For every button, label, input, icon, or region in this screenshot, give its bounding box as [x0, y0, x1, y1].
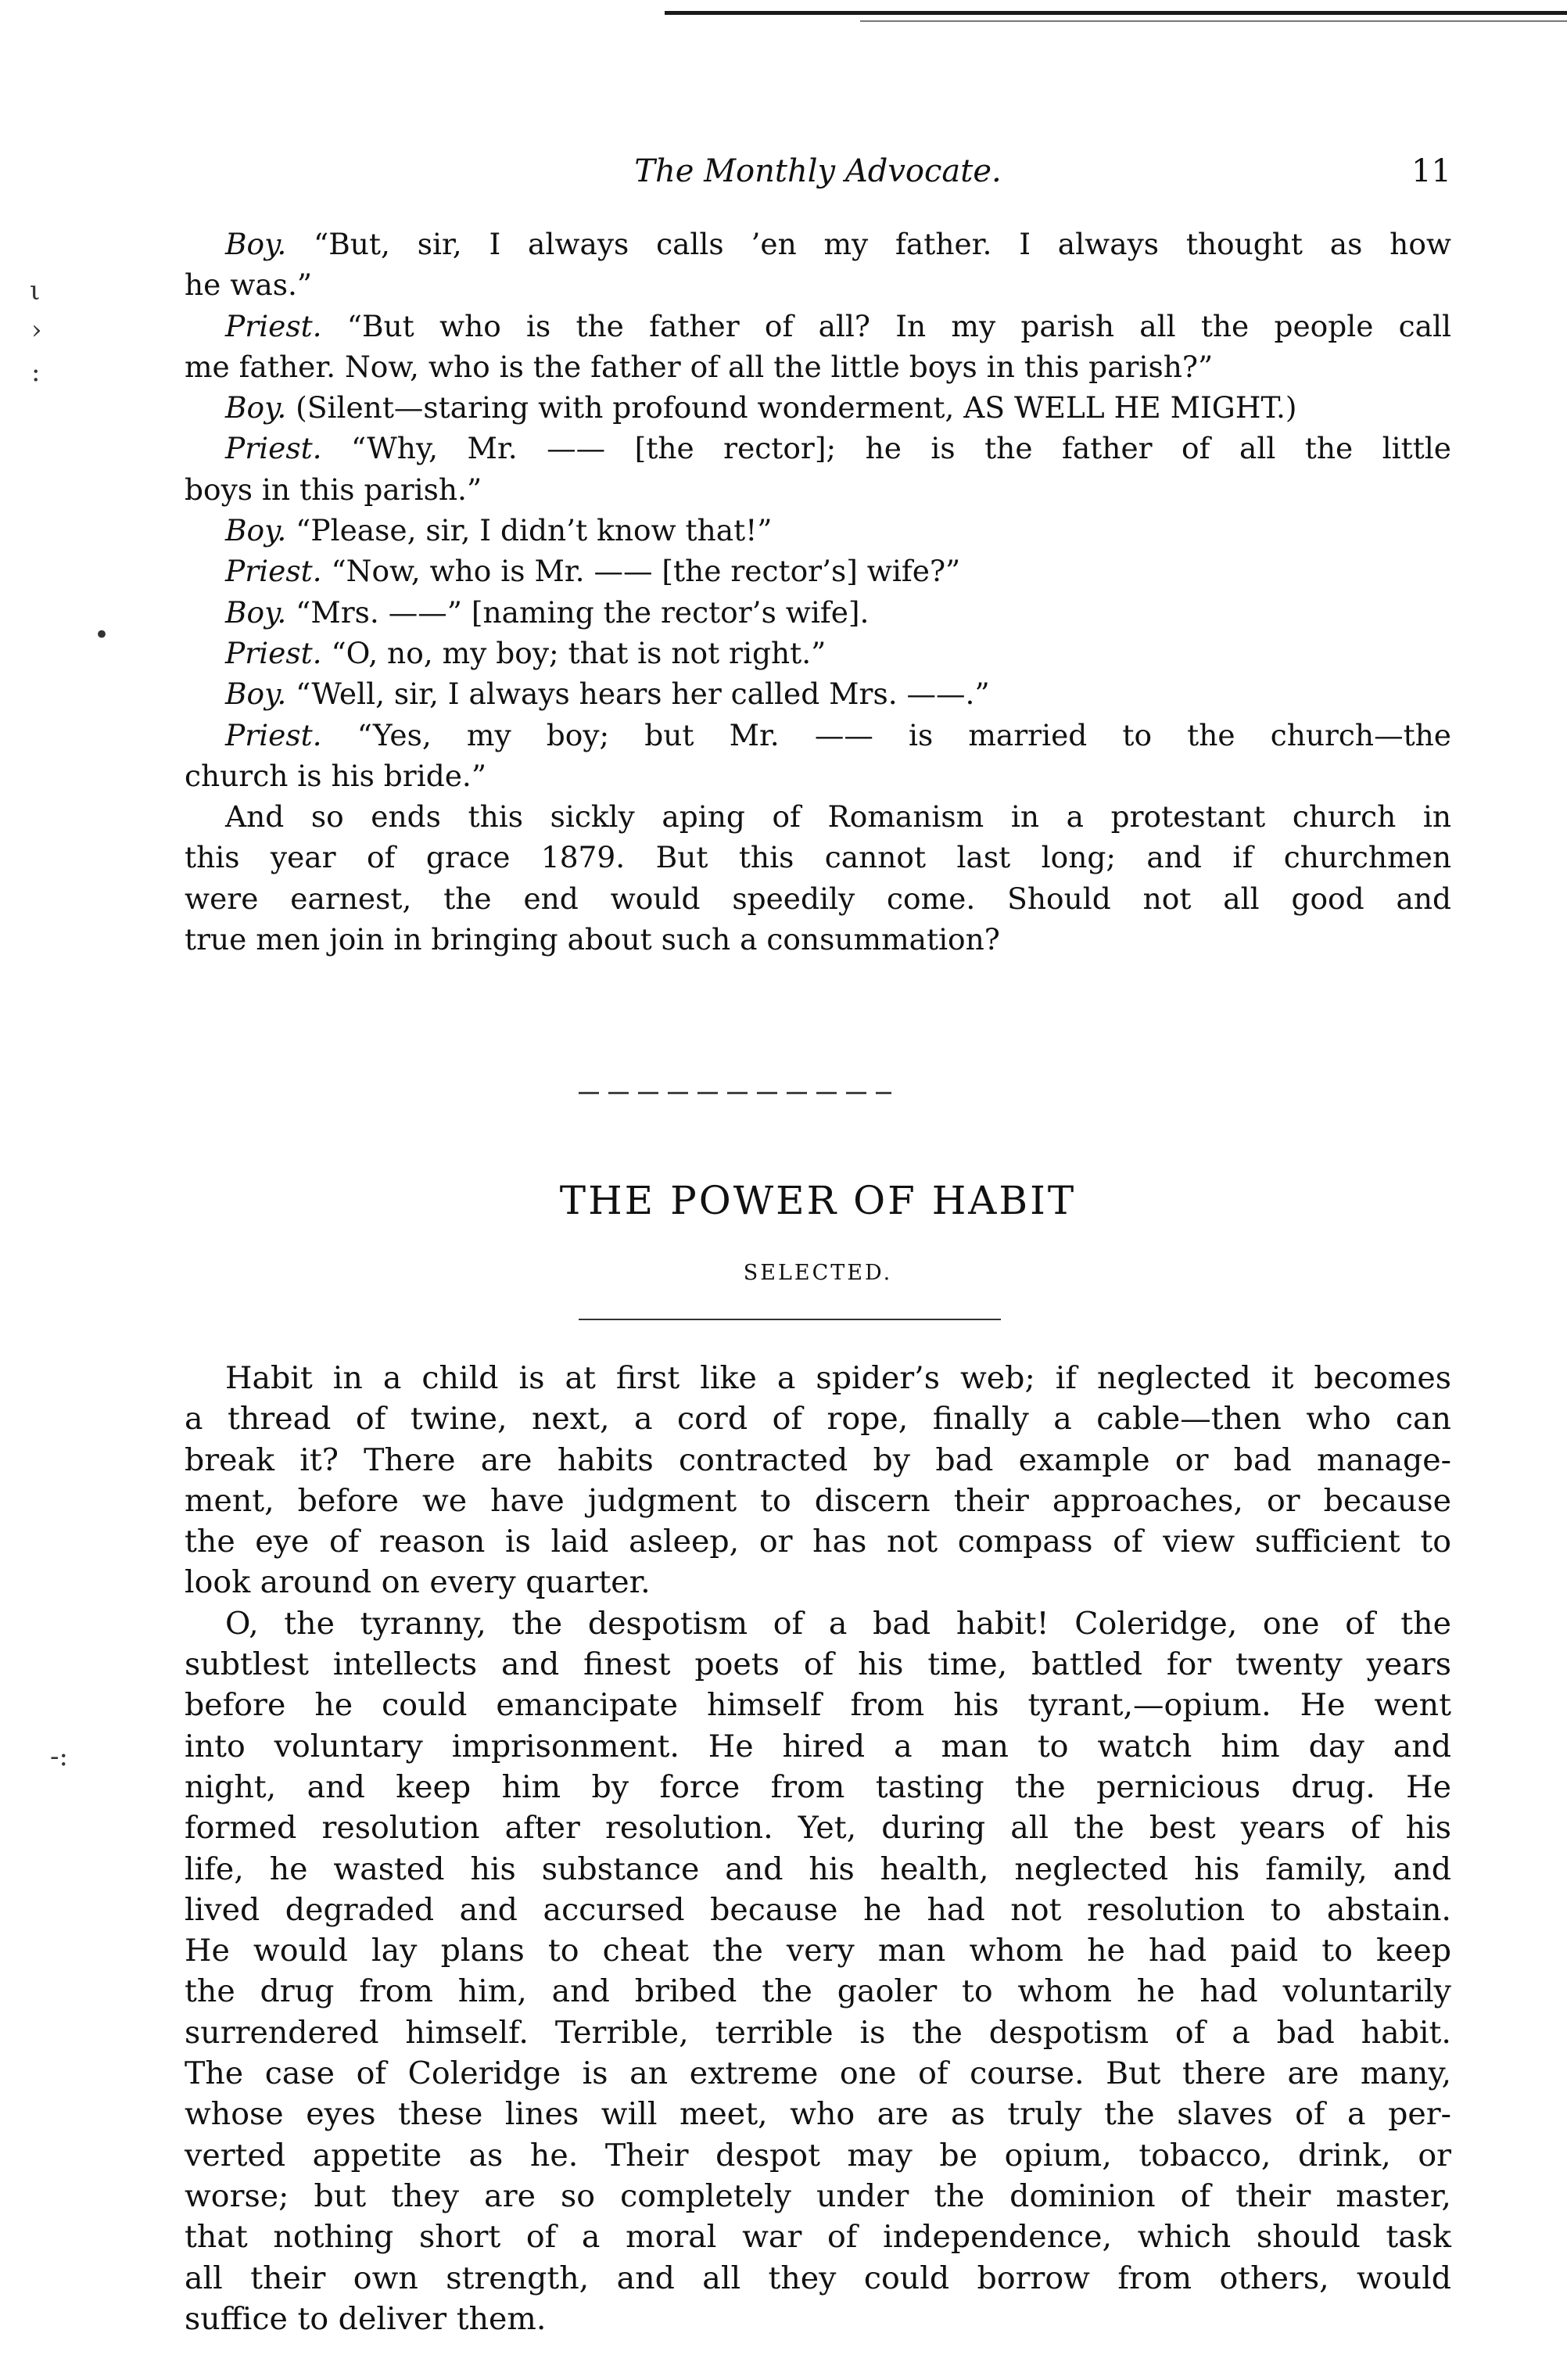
article-subtitle: SELECTED. — [743, 1261, 893, 1285]
margin-mark: • — [94, 619, 110, 651]
dialogue-text: “Yes, my boy; but Mr. —— is married to the church—the — [321, 717, 1451, 752]
body-line — [185, 2217, 1451, 2257]
dialogue-line — [185, 633, 1451, 673]
paragraph-text: He would lay plans to cheat the very man whom he had paid to keep — [185, 1933, 1451, 1969]
dialogue-section — [185, 224, 1451, 960]
body-line — [185, 1726, 1451, 1767]
paragraph-text: Habit in a child is at first like a spider’s web; if neglected it becomes — [225, 1360, 1451, 1396]
dialogue-text: “Now, who is Mr. —— [the rector’s] wife?” — [321, 554, 961, 589]
speaker-label: Boy. — [225, 390, 287, 425]
paragraph-text: surrendered himself. Terrible, terrible is the despotism of a bad habit. — [185, 2014, 1451, 2051]
paragraph-text: before he could emancipate himself from his tyrant,—opium. He went — [185, 1687, 1451, 1724]
dialogue-text: were earnest, the end would speedily come. Should not all good and — [185, 881, 1451, 916]
body-line — [185, 1603, 1451, 1644]
paragraph-text: the drug from him, and bribed the gaoler to whom he had voluntarily — [185, 1973, 1451, 2010]
paragraph-text: ment, before we have judgment to discern their approaches, or because — [185, 1482, 1451, 1519]
dialogue-text: church is his bride.” — [185, 758, 486, 793]
body-line — [185, 2176, 1451, 2217]
dialogue-text: he was.” — [185, 267, 313, 303]
dialogue-text: “Mrs. ——” [naming the rector’s wife]. — [286, 594, 870, 630]
speaker-label: Priest. — [225, 431, 322, 466]
page-number: 11 — [1411, 153, 1451, 189]
dialogue-line — [185, 673, 1451, 714]
dialogue-text: me father. Now, who is the father of all the little boys in this parish?” — [185, 349, 1214, 384]
title-rule — [579, 1319, 1001, 1320]
dialogue-line — [185, 919, 1451, 960]
body-line — [185, 1971, 1451, 2012]
dialogue-line — [185, 510, 1451, 551]
dialogue-line — [185, 715, 1451, 756]
paragraph-text: life, he wasted his substance and his health, neglected his family, and — [185, 1851, 1451, 1887]
dialogue-line — [185, 551, 1451, 591]
paragraph-text: The case of Coleridge is an extreme one of course. But there are many, — [185, 2055, 1451, 2092]
dialogue-text: And so ends this sickly aping of Romanism in a protestant church in — [225, 799, 1451, 835]
running-head — [185, 153, 1451, 200]
paragraph-text: formed resolution after resolution. Yet, during all the best years of his — [185, 1810, 1451, 1847]
body-line — [185, 1930, 1451, 1971]
dialogue-line — [185, 796, 1451, 837]
paragraph-text: into voluntary imprisonment. He hired a man to watch him day and — [185, 1728, 1451, 1764]
paragraph-text: break it? There are habits contracted by bad example or bad manage- — [185, 1441, 1451, 1478]
body-line — [185, 2012, 1451, 2053]
body-line — [185, 1685, 1451, 1725]
top-border-rule — [665, 11, 1567, 15]
paragraph-text: look around on every quarter. — [185, 1564, 651, 1601]
paragraph-text: all their own strength, and all they could borrow from others, would — [185, 2260, 1451, 2296]
paragraph-text: verted appetite as he. Their despot may be opium, tobacco, drink, or — [185, 2137, 1451, 2174]
paragraph-text: the eye of reason is laid asleep, or has not compass of view sufficient to — [185, 1524, 1451, 1560]
dialogue-line — [185, 224, 1451, 264]
paragraph-text: whose eyes these lines will meet, who are as truly the slaves of a per- — [185, 2096, 1451, 2133]
paragraph-text: suffice to deliver them. — [185, 2300, 547, 2337]
dialogue-text: boys in this parish.” — [185, 472, 482, 507]
paragraph-text: subtlest intellects and finest poets of his time, battled for twenty years — [185, 1646, 1451, 1683]
dialogue-text: “But who is the father of all? In my parish all the people call — [321, 308, 1451, 343]
paragraph-text: worse; but they are so completely under the dominion of their master, — [185, 2177, 1451, 2214]
dialogue-text: “Well, sir, I always hears her called Mrs. ——.” — [286, 677, 990, 712]
paragraph-text: O, the tyranny, the despotism of a bad habit! Coleridge, one of the — [225, 1605, 1451, 1642]
body-line — [185, 1481, 1451, 1521]
body-line — [185, 2135, 1451, 2176]
speaker-label: Boy. — [225, 227, 287, 261]
body-line — [185, 1807, 1451, 1848]
paragraph-text: lived degraded and accursed because he had not resolution to abstain. — [185, 1891, 1451, 1928]
dialogue-text: true men join in bringing about such a consummation? — [185, 922, 1000, 957]
paragraph-text: a thread of twine, next, a cord of rope, finally a cable—then who can — [185, 1401, 1451, 1438]
margin-mark: ι — [30, 275, 41, 307]
dialogue-line — [185, 346, 1451, 387]
body-line — [185, 1398, 1451, 1439]
article-title: THE POWER OF HABIT — [559, 1178, 1077, 1223]
dialogue-text: “Why, Mr. —— [the rector]; he is the father of all the little — [321, 431, 1451, 466]
top-border-rule-thin — [860, 20, 1567, 22]
dialogue-line — [185, 306, 1451, 346]
margin-mark: › — [31, 314, 42, 346]
body-line — [185, 2094, 1451, 2134]
body-line — [185, 2299, 1451, 2339]
dialogue-line — [185, 387, 1451, 428]
dialogue-text: “Please, sir, I didn’t know that!” — [286, 513, 773, 548]
dialogue-text: this year of grace 1879. But this cannot last long; and if churchmen — [185, 840, 1451, 875]
speaker-label: Priest. — [225, 308, 322, 343]
speaker-label: Boy. — [225, 513, 287, 548]
section-divider — [579, 1092, 891, 1094]
speaker-label: Boy. — [225, 677, 287, 712]
body-line — [185, 2053, 1451, 2094]
speaker-label: Priest. — [225, 554, 322, 589]
dialogue-line — [185, 469, 1451, 510]
body-line — [185, 1440, 1451, 1481]
dialogue-line — [185, 264, 1451, 305]
dialogue-text: “But, sir, I always calls ’en my father. I always thought as how — [286, 227, 1451, 261]
article-body — [185, 1358, 1451, 2339]
body-line — [185, 1890, 1451, 1930]
margin-mark: -: — [50, 1741, 68, 1772]
body-line — [185, 1521, 1451, 1562]
body-line — [185, 1562, 1451, 1603]
margin-mark: : — [31, 357, 41, 388]
body-line — [185, 1358, 1451, 1398]
dialogue-line — [185, 837, 1451, 878]
dialogue-line — [185, 878, 1451, 919]
running-title: The Monthly Advocate. — [634, 153, 1002, 189]
speaker-label: Priest. — [225, 635, 322, 670]
dialogue-line — [185, 592, 1451, 633]
body-line — [185, 1767, 1451, 1807]
dialogue-line — [185, 428, 1451, 468]
speaker-label: Boy. — [225, 594, 287, 630]
body-line — [185, 2258, 1451, 2299]
body-line — [185, 1849, 1451, 1890]
speaker-label: Priest. — [225, 717, 322, 752]
paragraph-text: that nothing short of a moral war of independence, which should task — [185, 2219, 1451, 2256]
body-line — [185, 1644, 1451, 1685]
dialogue-text: “O, no, my boy; that is not right.” — [321, 635, 827, 670]
paragraph-text: night, and keep him by force from tasting the pernicious drug. He — [185, 1768, 1451, 1805]
dialogue-text: (Silent—staring with profound wonderment, AS WELL HE MIGHT.) — [286, 390, 1297, 425]
dialogue-line — [185, 756, 1451, 796]
